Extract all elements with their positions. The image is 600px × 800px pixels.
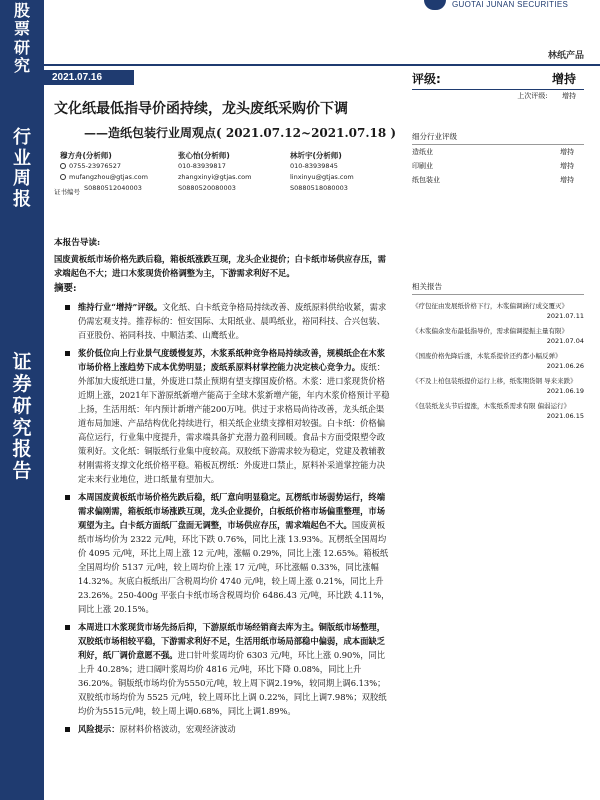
sidebar-label-industry-weekly: 行 业 周 报 xyxy=(13,127,31,211)
industry-tag: 林纸产品 xyxy=(547,51,584,61)
sub-industry-row: 纸包装业 增持 xyxy=(412,176,574,184)
sub-industry-row: 印刷业 增持 xyxy=(412,162,574,170)
related-report-item[interactable]: 《不及上柏包装纸提价运行上移，纸浆期货钢 导来来跌》 2021.06.19 xyxy=(412,377,584,395)
sidebar-label-stock-research: 股 票 研 究 xyxy=(13,1,30,76)
rating-label: 评级: xyxy=(412,72,441,86)
previous-rating xyxy=(412,91,584,101)
analyst-phone: 010-83939845 xyxy=(290,162,338,170)
guide-text: 国废黄板纸市场价格先跌后稳，箱板纸涨跌互现，龙头企业提价；白卡纸市场供应存压，需求端起色不大；进口木浆现货价格调整为主，下游需求利好不足。 xyxy=(54,254,386,278)
analyst-cert: S0880520080003 xyxy=(178,184,236,192)
analyst-cert: S0880518080003 xyxy=(290,184,348,192)
summary-heading: 摘要: xyxy=(54,283,77,294)
rating-panel xyxy=(412,70,584,187)
report-title: 文化纸最低指导价函持续，龙头废纸采购价下调 xyxy=(54,101,348,117)
report-date: 2021.07.16 xyxy=(44,70,134,85)
report-subtitle: ——造纸包装行业周观点( 2021.07.12~2021.07.18 ) xyxy=(84,126,397,140)
rating-row xyxy=(412,70,584,90)
summary-bullet: 本周进口木浆现货市场先扬后抑，下游原纸市场经销商去库为主。铜版纸市场整理，双胶纸市场相较平稳，下游需求利好不足，生活用纸市场局部稳中偏弱，成本面缺乏利好，纸厂调价意愿不强。进口针叶浆周均价 6303 元/吨，环比上涨 0.90%，同比上升 40.28%；进口阔叶浆周均价 4816 元/吨，环比下降 0.08%，同比上升 36.20%。铜版纸市场均价为5550元/吨，较上周下调2.19%，较同期上调6.13%；双胶纸市场均价为 5525 元/吨，较上周环比上调 0.22%，同比上调7.98%；双胶纸均价为5515元/吨，较上周上调0.68%，同比上调1.89%。 xyxy=(54,620,392,718)
summary-bullet: 浆价低位向上行业景气度缓慢复苏，木浆系纸种竞争格局持续改善，规模纸企在木浆市场价格上涨趋势下成本优势明显；废纸系原料材掌控能力决定核心竞争力。废纸：外部加大废纸进口量，外废进口禁止预期有望支撑国废价格。木浆：进口浆现货价格近期上涨，2021年下游原纸新增产能高于全球木浆新增产能，年内木浆价格预计平稳上扬，生活用纸：年内预计新增产能200万吨。供过于求格局尚待改善，龙头纸企渠道布局加速、产品结构优化持续进行，相关纸企业绩支撑相对较强。白卡纸：价格偏高位运行，行业集中度提升，需求端具备扩充潜力盈利回暖。食品卡方面受限塑令政策利好。文化纸：铜版纸行业集中度较高。双胶纸下游需求较为稳定，党建及教辅教材刚需将支撑文化纸价格平稳。箱板瓦楞纸：外废进口禁止，原料补采道掌控能力决定未来行业地位，进口纸量有望加大。 xyxy=(54,346,392,486)
analyst-phone: 010-83939817 xyxy=(178,162,226,170)
header-divider xyxy=(44,64,600,66)
analyst-name: 林圻宇(分析师) xyxy=(290,151,342,160)
analyst-cert: S0880512040003 xyxy=(84,184,142,192)
summary-bullet: 本周国废黄板纸市场价格先跌后稳，纸厂意向明显稳定。瓦楞纸市场弱势运行，终端需求偏刚需，箱板纸市场涨跌互现，龙头企业提价，白板纸价格市场偏重整理，市场观望为主。白卡纸方面纸厂盘面无调整，市场供应存压，需求端起色不大。国废黄板纸市场均价为 2322 元/吨，环比下跌 0.76%，同比上涨 13.93%。瓦楞纸全国周均价 4095 元/吨，环比上周上涨 12 元/吨，涨幅 0.29%，同比上涨 12.65%。箱板纸全国周均价 5137 元/吨，较上周均价上涨 17 元/吨，环比涨幅 0.33%，同比涨幅 14.32%。灰底白板纸出厂含税周均价 4740 元/吨，较上周上涨 0.21%，同比上升 23.26%。250-400g 平张白卡纸市场含税周均价 6486.43 元/吨，环比跌 4.11%，同比上涨 20.15%。 xyxy=(54,490,392,616)
related-report-item[interactable]: 《疗包征由发展纸价格下行，木浆偏调涵行成交覆灭》 2021.07.11 xyxy=(412,302,584,320)
report-body xyxy=(54,236,392,736)
cert-label: 证书编号 xyxy=(54,188,80,196)
company-name-english: GUOTAI JUNAN SECURITIES xyxy=(452,0,569,9)
analyst-phone: 0755-23976527 xyxy=(60,161,170,172)
guide-heading: 本报告导读: xyxy=(54,238,101,248)
previous-rating-label: 上次评级: xyxy=(517,92,548,100)
sidebar-label-securities-report: 证 券 研 究 报 告 xyxy=(12,351,32,483)
analyst-name: 穆方舟(分析师) xyxy=(60,151,112,160)
summary-bullet: 维持行业“增持”评级。文化纸、白卡纸竞争格局持续改善、废纸原料供给收紧，需求仍需宏观支持。推荐标的：恒安国际、太阳纸业、晨鸣纸业，裕同科技、合兴包装、百亚股份、裕同科技、中顺洁柔、山鹰纸业。 xyxy=(54,300,392,342)
company-logo-icon xyxy=(424,0,446,10)
related-report-item[interactable]: 《包装纸龙头节后提涨，木浆纸系需求有限 偏弱运行》 2021.06.15 xyxy=(412,402,584,420)
left-sidebar xyxy=(0,0,44,800)
previous-rating-value: 增持 xyxy=(562,92,576,100)
related-reports-header: 相关报告 xyxy=(412,282,584,295)
sub-industry-row: 造纸业 增持 xyxy=(412,148,574,156)
rating-value: 增持 xyxy=(551,72,576,86)
sub-industry-header: 细分行业评级 xyxy=(412,131,584,145)
analyst-name: 张心怡(分析师) xyxy=(178,151,230,160)
analyst-card xyxy=(178,150,288,194)
analyst-email: linxinyu@gtjas.com xyxy=(290,173,354,181)
related-reports xyxy=(412,282,584,426)
related-report-item[interactable]: 《国废价格先降后涨，木浆系提价还约都小幅反弹》 2021.06.26 xyxy=(412,352,584,370)
related-report-item[interactable]: 《木浆偏余发布最低指导价，需求偏调提振主量有限》 2021.07.04 xyxy=(412,327,584,345)
analyst-card xyxy=(290,150,400,194)
analyst-email: zhangxinyi@gtjas.com xyxy=(178,173,252,181)
email-icon xyxy=(60,174,66,180)
header-bar xyxy=(44,0,600,10)
phone-icon xyxy=(60,163,66,169)
analyst-email: mufangzhou@gtjas.com xyxy=(60,172,170,183)
risk-warning: 风险提示：原材料价格波动，宏观经济波动 xyxy=(54,722,392,736)
